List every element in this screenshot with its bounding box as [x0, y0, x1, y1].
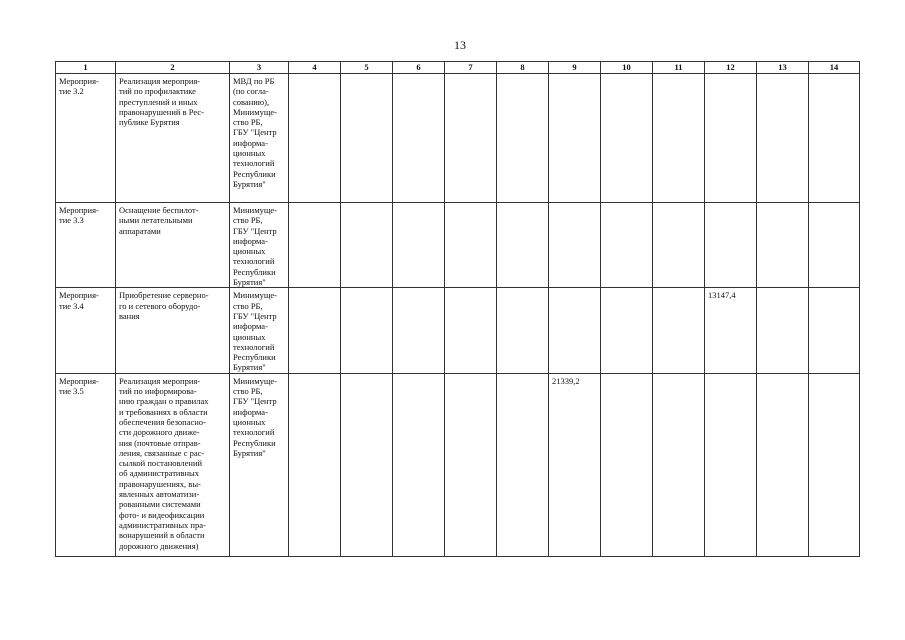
column-header: 8	[497, 62, 549, 74]
measure-name: Реализация мероприя- тий по информирова- нию граждан о правилах и требованиях в области обеспечения безопасно- сти дорожного движе- ния (почтовые отправ- ления, связанные с рас- сылкой постановлений об административных правонарушениях, вы- явленных автоматизи- рованными системами фото- и видеофиксации административных пра- вонарушений в области дорожного движения)	[116, 373, 230, 556]
measure-executor: МВД по РБ (по согла- сованию), Минимуще- ство РБ, ГБУ "Центр информа- ционных технологий Республики Бурятия"	[230, 74, 289, 203]
value-cell	[653, 288, 705, 373]
measure-id: Мероприя- тие 3.3	[56, 203, 116, 288]
column-header: 10	[601, 62, 653, 74]
value-cell	[341, 288, 393, 373]
value-cell	[445, 288, 497, 373]
measure-id: Мероприя- тие 3.5	[56, 373, 116, 556]
value-cell	[445, 203, 497, 288]
column-header: 12	[705, 62, 757, 74]
value-cell	[341, 74, 393, 203]
value-cell	[497, 288, 549, 373]
value-cell	[705, 203, 757, 288]
measure-name: Реализация мероприя- тий по профилактике преступлений и иных правонарушений в Рес- публике Бурятия	[116, 74, 230, 203]
value-cell	[757, 373, 809, 556]
value-cell	[445, 373, 497, 556]
measure-executor: Минимуще- ство РБ, ГБУ "Центр информа- ционных технологий Республики Бурятия"	[230, 288, 289, 373]
value-cell	[601, 288, 653, 373]
value-cell	[757, 203, 809, 288]
value-cell	[653, 203, 705, 288]
value-cell	[393, 288, 445, 373]
value-cell	[601, 373, 653, 556]
table-row	[56, 74, 860, 203]
value-cell	[549, 74, 601, 203]
value-cell: 13147,4	[705, 288, 757, 373]
value-cell	[497, 74, 549, 203]
value-cell	[653, 373, 705, 556]
measure-name: Приобретение серверно- го и сетевого оборудо- вания	[116, 288, 230, 373]
column-header: 4	[289, 62, 341, 74]
value-cell	[601, 203, 653, 288]
value-cell	[497, 203, 549, 288]
value-cell	[393, 203, 445, 288]
table-row	[56, 288, 860, 373]
value-cell	[809, 203, 860, 288]
column-header: 13	[757, 62, 809, 74]
value-cell	[445, 74, 497, 203]
value-cell: 21339,2	[549, 373, 601, 556]
column-header: 11	[653, 62, 705, 74]
measure-id: Мероприя- тие 3.2	[56, 74, 116, 203]
column-header: 6	[393, 62, 445, 74]
value-cell	[809, 288, 860, 373]
column-header: 9	[549, 62, 601, 74]
value-cell	[289, 74, 341, 203]
value-cell	[705, 74, 757, 203]
header-row	[56, 62, 860, 74]
value-cell	[289, 203, 341, 288]
table-row	[56, 203, 860, 288]
value-cell	[393, 74, 445, 203]
value-cell	[289, 288, 341, 373]
value-cell	[757, 74, 809, 203]
column-header: 1	[56, 62, 116, 74]
value-cell	[341, 373, 393, 556]
measure-executor: Минимуще- ство РБ, ГБУ "Центр информа- ционных технологий Республики Бурятия"	[230, 203, 289, 288]
value-cell	[653, 74, 705, 203]
column-header: 2	[116, 62, 230, 74]
value-cell	[497, 373, 549, 556]
measure-name: Оснащение беспилот- ными летательными аппаратами	[116, 203, 230, 288]
value-cell	[809, 74, 860, 203]
value-cell	[549, 203, 601, 288]
value-cell	[289, 373, 341, 556]
value-cell	[705, 373, 757, 556]
value-cell	[549, 288, 601, 373]
measure-executor: Минимуще- ство РБ, ГБУ "Центр информа- ционных технологий Республики Бурятия"	[230, 373, 289, 556]
page-number: 13	[454, 38, 466, 52]
table-row	[56, 373, 860, 556]
value-cell	[601, 74, 653, 203]
column-header: 5	[341, 62, 393, 74]
value-cell	[809, 373, 860, 556]
value-cell	[393, 373, 445, 556]
column-header: 3	[230, 62, 289, 74]
column-header: 7	[445, 62, 497, 74]
value-cell	[341, 203, 393, 288]
column-header: 14	[809, 62, 860, 74]
program-table	[55, 61, 860, 557]
measure-id: Мероприя- тие 3.4	[56, 288, 116, 373]
value-cell	[757, 288, 809, 373]
